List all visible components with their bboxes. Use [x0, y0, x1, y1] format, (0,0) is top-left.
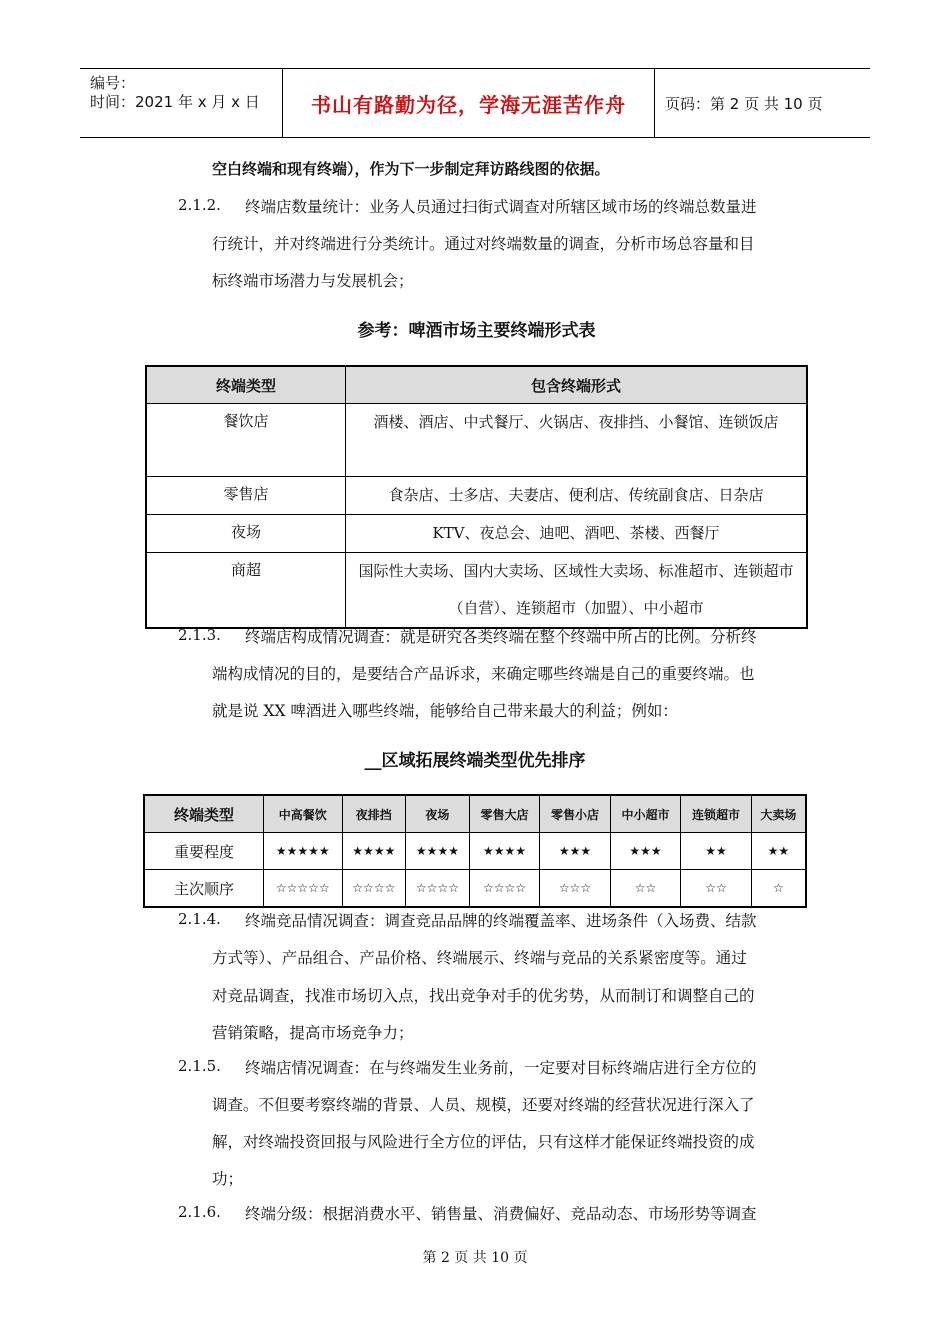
section-number: 2.1.6. [178, 1203, 221, 1221]
paragraph-line: 终端分级：根据消费水平、销售量、消费偏好、竞品动态、市场形势等调查 [245, 1205, 757, 1223]
column-header: 零售大店 [469, 795, 540, 833]
column-header: 中小超市 [610, 795, 681, 833]
table-row-importance [144, 833, 806, 870]
header-page-cell [655, 69, 870, 137]
paragraph-line: 终端店数量统计：业务人员通过扫街式调查对所辖区域市场的终端总数量进 [245, 198, 757, 216]
row-label: 主次顺序 [144, 870, 264, 908]
table-header-row [144, 795, 806, 833]
page-header [80, 68, 870, 138]
star-rating: ☆☆ [681, 870, 752, 908]
paragraph-line: 行统计，并对终端进行分类统计。通过对终端数量的调查，分析市场总容量和目 [212, 235, 755, 253]
paragraph-line: 终端竞品情况调查：调查竞品品牌的终端覆盖率、进场条件（入场费、结款 [245, 912, 757, 930]
header-motto-cell [283, 69, 655, 137]
terminal-forms-table [145, 365, 808, 629]
table-title: 参考：啤酒市场主要终端形式表 [357, 321, 596, 341]
row-label: 重要程度 [144, 833, 264, 870]
header-meta-cell [80, 69, 283, 137]
page-footer: 第 2 页 共 10 页 [422, 1250, 528, 1266]
column-header: 终端类型 [144, 795, 264, 833]
star-rating: ★★★★ [406, 833, 470, 870]
star-rating: ★★★★★ [264, 833, 343, 870]
star-rating: ★★★ [540, 833, 611, 870]
motto: 书山有路勤为径，学海无涯苦作舟 [311, 92, 626, 117]
column-header: 夜排挡 [342, 795, 406, 833]
column-header: 连锁超市 [681, 795, 752, 833]
table-row-order [144, 870, 806, 908]
paragraph-line: 终端店情况调查：在与终端发生业务前，一定要对目标终端店进行全方位的 [245, 1059, 757, 1077]
terminal-forms-cell: 食杂店、士多店、夫妻店、便利店、传统副食店、日杂店 [346, 477, 808, 515]
terminal-forms-cell: 酒楼、酒店、中式餐厅、火锅店、夜排挡、小餐馆、连锁饭店 [346, 404, 808, 477]
section-number: 2.1.3. [178, 626, 221, 644]
date-line: 时间：2021 年 x 月 x 日 [90, 93, 260, 111]
section-number: 2.1.2. [178, 196, 221, 214]
star-rating: ★★ [751, 833, 806, 870]
terminal-type-cell: 商超 [146, 553, 346, 629]
star-rating: ★★★★ [342, 833, 406, 870]
table-row [146, 515, 807, 553]
star-rating: ☆☆☆☆ [342, 870, 406, 908]
table-title: __区域拓展终端类型优先排序 [364, 751, 586, 771]
star-rating: ☆ [751, 870, 806, 908]
paragraph-line: 方式等）、产品组合、产品价格、终端展示、终端与竞品的关系紧密度等。通过 [212, 949, 747, 967]
paragraph-line: 营销策略，提高市场竞争力； [212, 1024, 414, 1042]
paragraph-line: 端构成情况的目的，是要结合产品诉求，来确定哪些终端是自己的重要终端。也 [212, 665, 755, 683]
table-row [146, 553, 807, 629]
star-rating: ★★★ [610, 833, 681, 870]
column-header: 夜场 [406, 795, 470, 833]
star-rating: ★★ [681, 833, 752, 870]
terminal-type-cell: 餐饮店 [146, 404, 346, 477]
serial-label: 编号： [90, 74, 136, 92]
star-rating: ☆☆ [610, 870, 681, 908]
star-rating: ☆☆☆☆ [469, 870, 540, 908]
section-number: 2.1.4. [178, 910, 221, 928]
table-row [146, 404, 807, 477]
paragraph-line: 解，对终端投资回报与风险进行全方位的评估，只有这样才能保证终端投资的成 [212, 1133, 755, 1151]
terminal-forms-cell: 国际性大卖场、国内大卖场、区域性大卖场、标准超市、连锁超市（自营）、连锁超市（加盟）、中小超市 [346, 553, 808, 629]
star-rating: ☆☆☆☆ [406, 870, 470, 908]
column-header: 中高餐饮 [264, 795, 343, 833]
intro-line: 空白终端和现有终端），作为下一步制定拜访路线图的依据。 [212, 160, 610, 178]
column-header: 包含终端形式 [346, 366, 808, 404]
paragraph-line: 就是说 XX 啤酒进入哪些终端，能够给自己带来最大的利益；例如： [212, 702, 678, 720]
paragraph-line: 标终端市场潜力与发展机会； [212, 272, 414, 290]
terminal-type-cell: 夜场 [146, 515, 346, 553]
paragraph-line: 终端店构成情况调查：就是研究各类终端在整个终端中所占的比例。分析终 [245, 628, 757, 646]
page-info: 页码：第 2 页 共 10 页 [665, 94, 823, 113]
column-header: 大卖场 [751, 795, 806, 833]
section-number: 2.1.5. [178, 1057, 221, 1075]
paragraph-line: 对竞品调查，找准市场切入点，找出竞争对手的优劣势，从而制订和调整自己的 [212, 987, 755, 1005]
paragraph-line: 功； [212, 1170, 244, 1188]
column-header: 终端类型 [146, 366, 346, 404]
star-rating: ☆☆☆☆☆ [264, 870, 343, 908]
column-header: 零售小店 [540, 795, 611, 833]
paragraph-line: 调查。不但要考察终端的背景、人员、规模，还要对终端的经营状况进行深入了 [212, 1096, 755, 1114]
terminal-forms-cell: KTV、夜总会、迪吧、酒吧、茶楼、西餐厅 [346, 515, 808, 553]
terminal-type-cell: 零售店 [146, 477, 346, 515]
star-rating: ☆☆☆ [540, 870, 611, 908]
table-header-row [146, 366, 807, 404]
star-rating: ★★★★ [469, 833, 540, 870]
table-row [146, 477, 807, 515]
priority-table [143, 794, 807, 908]
